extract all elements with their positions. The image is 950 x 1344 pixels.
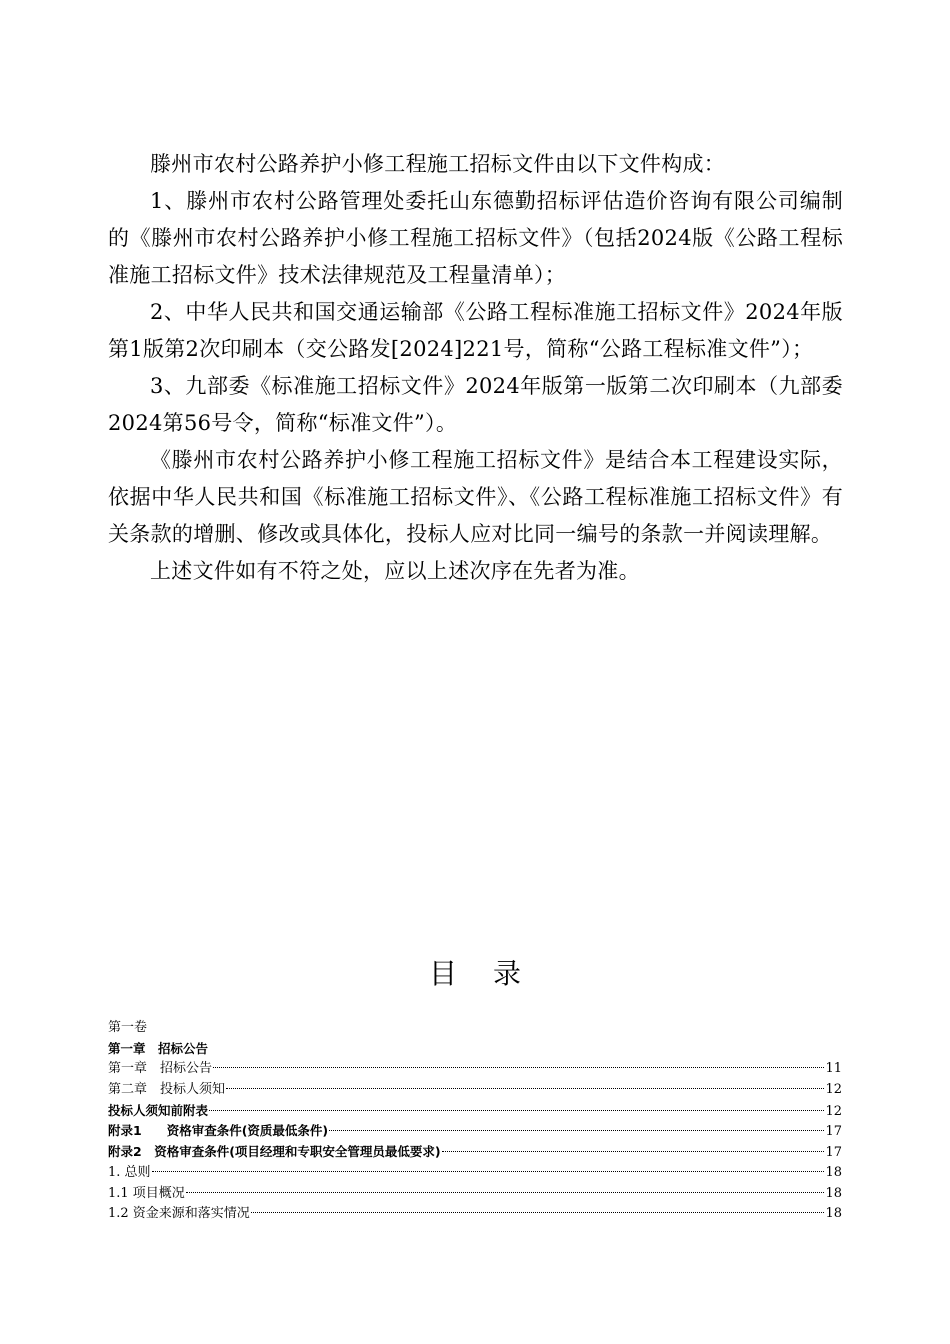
- toc-dot-leader: [226, 1088, 824, 1089]
- intro-paragraph: 上述文件如有不符之处，应以上述次序在先者为准。: [150, 559, 640, 583]
- toc-entry-page: 17: [825, 1145, 842, 1161]
- toc-entry[interactable]: [108, 1184, 842, 1205]
- intro-paragraph: 1、滕州市农村公路管理处委托山东德勤招标评估造价咨询有限公司编制的《滕州市农村公路养护小修工程施工招标文件》（包括2024版《公路工程标准施工招标文件》技术法律规范及工程量清单）；: [108, 189, 843, 287]
- toc-dot-leader: [329, 1130, 824, 1131]
- toc-entry-label: 1.2 资金来源和落实情况: [108, 1206, 250, 1222]
- intro-paragraph: 3、九部委《标准施工招标文件》2024年版第一版第二次印刷本（九部委2024第56号令，简称“标准文件”）。: [108, 374, 843, 435]
- toc-dot-leader: [251, 1212, 825, 1213]
- toc-entry-page: 18: [825, 1164, 842, 1180]
- toc-entry-page: 12: [825, 1082, 842, 1098]
- toc-entry[interactable]: [108, 1080, 842, 1101]
- toc-dot-leader: [442, 1151, 825, 1152]
- toc-dot-leader: [213, 1067, 824, 1068]
- intro-section: [108, 146, 843, 590]
- toc-title: [0, 952, 950, 992]
- toc-entry-label: 投标人须知前附表: [108, 1102, 209, 1118]
- toc-entry[interactable]: [108, 1204, 842, 1225]
- toc-entry-page: 18: [825, 1185, 842, 1201]
- toc-entry-page: 17: [825, 1124, 842, 1140]
- toc-entry[interactable]: [108, 1163, 842, 1184]
- toc-entry[interactable]: [108, 1121, 842, 1142]
- toc-dot-leader: [152, 1171, 825, 1172]
- toc-entry-label: 第二章 投标人须知: [108, 1082, 226, 1098]
- toc-entry[interactable]: [108, 1059, 842, 1080]
- intro-paragraph: 滕州市农村公路养护小修工程施工招标文件由以下文件构成：: [150, 152, 726, 176]
- toc-entry[interactable]: [108, 1101, 842, 1122]
- toc-volume-heading: [108, 1018, 842, 1039]
- toc-entry-label: 第一卷: [108, 1020, 148, 1035]
- toc-dot-leader: [186, 1192, 825, 1193]
- table-of-contents: [108, 1018, 842, 1225]
- intro-paragraph: 《滕州市农村公路养护小修工程施工招标文件》是结合本工程建设实际，依据中华人民共和国《标准施工招标文件》、《公路工程标准施工招标文件》有关条款的增删、修改或具体化，投标人应对比同一编号的条款一并阅读理解。: [108, 448, 843, 546]
- toc-entry-label: 附录1 资格审查条件(资质最低条件): [108, 1123, 329, 1139]
- toc-entry-label: 1. 总则: [108, 1164, 151, 1180]
- toc-entry-label: 第一章 招标公告: [108, 1040, 209, 1056]
- toc-entry-label: 附录2 资格审查条件(项目经理和专职安全管理员最低要求): [108, 1144, 441, 1160]
- toc-dot-leader: [209, 1110, 824, 1111]
- toc-entry-label: 1.1 项目概况: [108, 1185, 185, 1201]
- toc-entry[interactable]: [108, 1142, 842, 1163]
- intro-paragraph: 2、中华人民共和国交通运输部《公路工程标准施工招标文件》2024年版第1版第2次印刷本（交公路发[2024]221号，简称“公路工程标准文件”）；: [108, 300, 843, 361]
- toc-entry-page: 11: [825, 1061, 842, 1077]
- toc-entry-page: 12: [825, 1103, 842, 1119]
- toc-title-part2: 录: [493, 957, 522, 990]
- toc-entry-page: 18: [825, 1206, 842, 1222]
- toc-entry-label: 第一章 招标公告: [108, 1061, 213, 1077]
- toc-chapter-heading: [108, 1039, 842, 1060]
- toc-title-part1: 目: [428, 957, 457, 990]
